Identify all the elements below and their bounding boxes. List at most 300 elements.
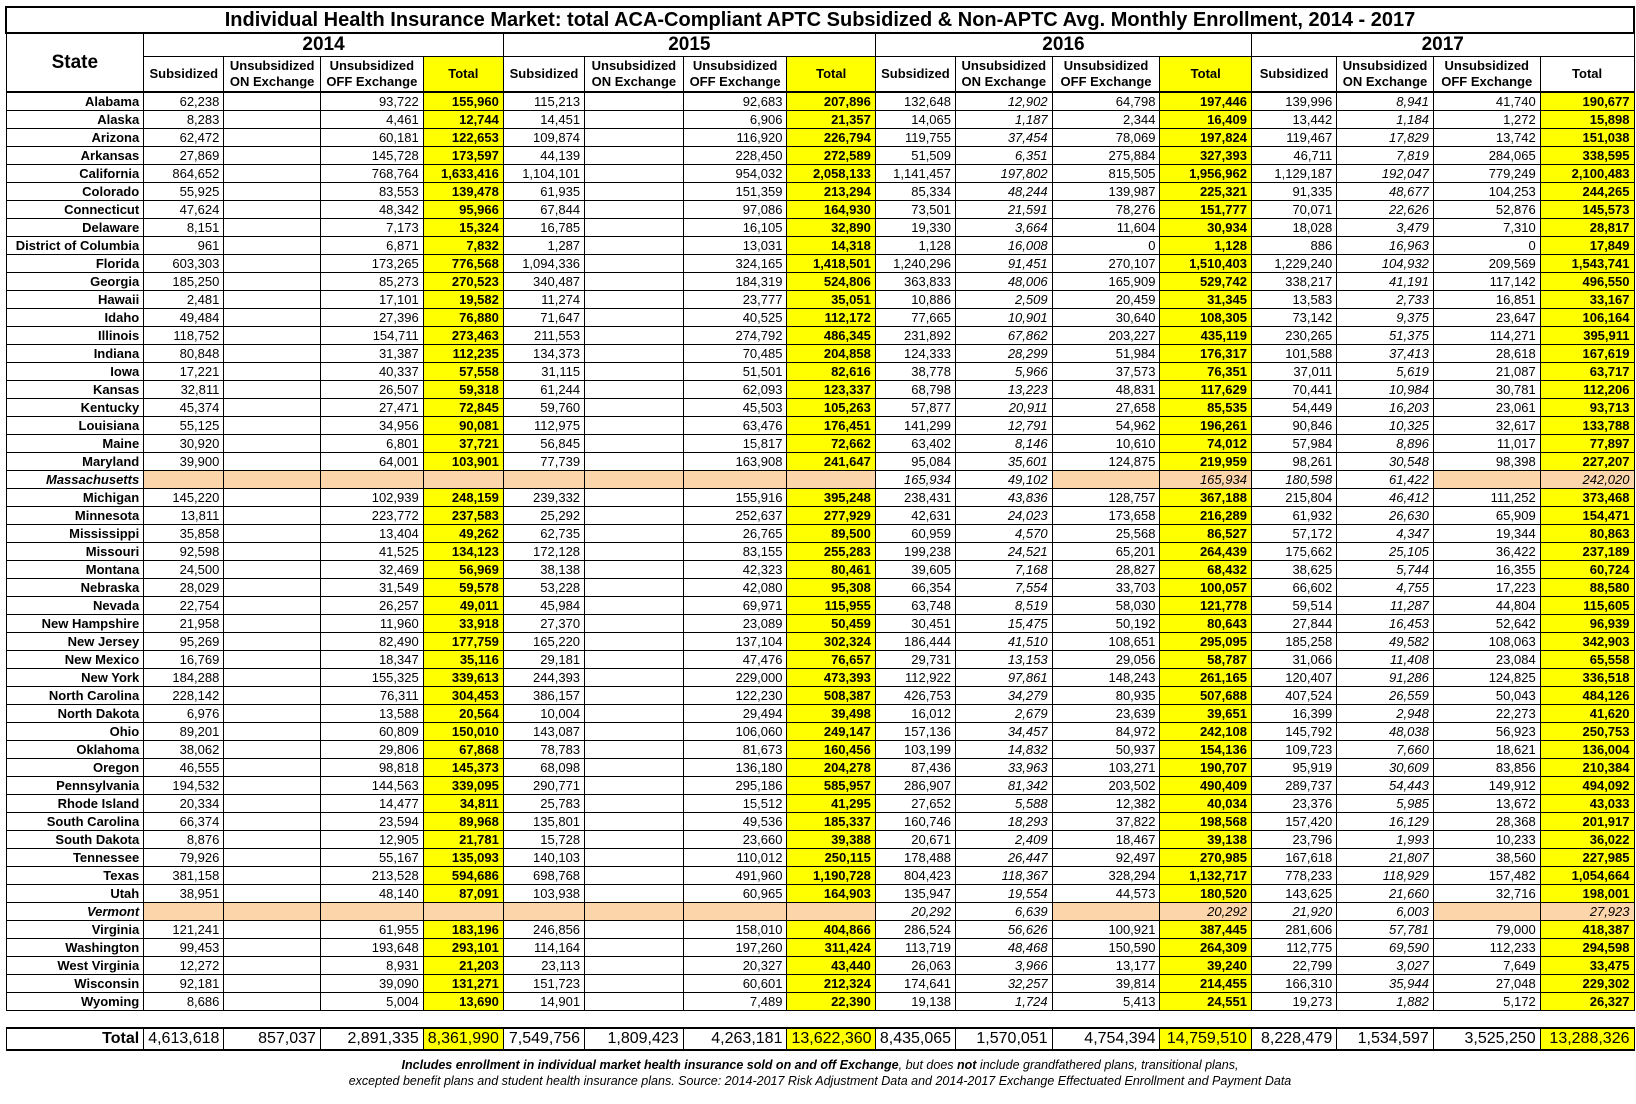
cell-2015-subsidized: 1,104,101: [503, 165, 584, 183]
cell-2016-subsidized: 63,748: [875, 597, 955, 615]
cell-2017-total: 154,471: [1540, 507, 1634, 525]
cell-2015-unsubsidized-on-exchange: [585, 435, 684, 453]
cell-2015-unsubsidized-on-exchange: [585, 291, 684, 309]
cell-2017-subsidized: 101,588: [1251, 345, 1336, 363]
cell-2015-unsubsidized-on-exchange: [585, 92, 684, 111]
cell-2014-unsubsidized-on-exchange: [224, 129, 321, 147]
state-name: Kansas: [6, 381, 144, 399]
subheader-2017-unsubsidized-off-exchange: Unsubsidized OFF Exchange: [1433, 57, 1540, 93]
cell-2015-unsubsidized-off-exchange: 92,683: [683, 92, 787, 111]
cell-2017-unsubsidized-on-exchange: 48,677: [1337, 183, 1434, 201]
cell-2016-unsubsidized-off-exchange: 11,604: [1052, 219, 1160, 237]
cell-2014-unsubsidized-on-exchange: [224, 255, 321, 273]
enrollment-table: [5, 6, 1635, 1089]
cell-2014-unsubsidized-off-exchange: 6,871: [320, 237, 423, 255]
cell-2016-subsidized: 113,719: [875, 939, 955, 957]
table-row: [6, 759, 1634, 777]
cell-2014-subsidized: 8,283: [144, 111, 224, 129]
cell-2015-unsubsidized-on-exchange: [585, 885, 684, 903]
cell-2015-unsubsidized-on-exchange: [585, 993, 684, 1011]
table-body: [6, 92, 1634, 1011]
cell-2017-total: 15,898: [1540, 111, 1634, 129]
cell-2017-subsidized: 289,737: [1251, 777, 1336, 795]
cell-2017-unsubsidized-off-exchange: 23,647: [1433, 309, 1540, 327]
cell-2016-unsubsidized-on-exchange: 5,966: [956, 363, 1053, 381]
cell-2014-unsubsidized-on-exchange: [224, 381, 321, 399]
cell-2017-unsubsidized-off-exchange: 108,063: [1433, 633, 1540, 651]
table-row: [6, 471, 1634, 489]
cell-2014-total: 35,116: [423, 651, 503, 669]
cell-2016-total: 242,108: [1160, 723, 1251, 741]
cell-2015-unsubsidized-on-exchange: [585, 129, 684, 147]
cell-2017-subsidized: 180,598: [1251, 471, 1336, 489]
cell-2017-unsubsidized-on-exchange: 4,755: [1337, 579, 1434, 597]
cell-2014-unsubsidized-on-exchange: [224, 669, 321, 687]
cell-2017-unsubsidized-off-exchange: 56,923: [1433, 723, 1540, 741]
cell-2015-total: 76,657: [787, 651, 875, 669]
cell-2014-unsubsidized-off-exchange: 23,594: [320, 813, 423, 831]
cell-2016-subsidized: 238,431: [875, 489, 955, 507]
cell-2016-total: 39,651: [1160, 705, 1251, 723]
cell-2016-unsubsidized-on-exchange: 48,006: [956, 273, 1053, 291]
state-name: Utah: [6, 885, 144, 903]
cell-2016-unsubsidized-on-exchange: 48,244: [956, 183, 1053, 201]
cell-2014-unsubsidized-on-exchange: [224, 92, 321, 111]
cell-2016-unsubsidized-off-exchange: 108,651: [1052, 633, 1160, 651]
state-name: Maryland: [6, 453, 144, 471]
cell-2015-unsubsidized-off-exchange: 40,525: [683, 309, 787, 327]
cell-2015-total: 277,929: [787, 507, 875, 525]
cell-2015-subsidized: 1,287: [503, 237, 584, 255]
cell-2017-unsubsidized-on-exchange: 54,443: [1337, 777, 1434, 795]
cell-2017-unsubsidized-on-exchange: 11,408: [1337, 651, 1434, 669]
cell-2014-unsubsidized-off-exchange: 40,337: [320, 363, 423, 381]
cell-2014-unsubsidized-off-exchange: 12,905: [320, 831, 423, 849]
cell-2016-unsubsidized-on-exchange: 2,409: [956, 831, 1053, 849]
cell-2014-subsidized: 13,811: [144, 507, 224, 525]
cell-2017-subsidized: 157,420: [1251, 813, 1336, 831]
cell-2017-subsidized: 57,172: [1251, 525, 1336, 543]
cell-2017-unsubsidized-on-exchange: 51,375: [1337, 327, 1434, 345]
cell-2017-total: 43,033: [1540, 795, 1634, 813]
table-row: [6, 723, 1634, 741]
cell-2016-subsidized: 132,648: [875, 92, 955, 111]
cell-2017-unsubsidized-off-exchange: 157,482: [1433, 867, 1540, 885]
cell-2014-unsubsidized-off-exchange: 39,090: [320, 975, 423, 993]
total-2016-unsubsidized-on-exchange: 1,570,051: [956, 1028, 1053, 1050]
cell-2014-unsubsidized-off-exchange: 6,801: [320, 435, 423, 453]
cell-2015-unsubsidized-off-exchange: [683, 471, 787, 489]
table-row: [6, 399, 1634, 417]
cell-2017-subsidized: 185,258: [1251, 633, 1336, 651]
cell-2016-unsubsidized-off-exchange: 28,827: [1052, 561, 1160, 579]
cell-2017-total: 33,167: [1540, 291, 1634, 309]
cell-2017-unsubsidized-off-exchange: 28,618: [1433, 345, 1540, 363]
cell-2015-total: 82,616: [787, 363, 875, 381]
total-2017-subsidized: 8,228,479: [1251, 1028, 1336, 1050]
cell-2017-unsubsidized-off-exchange: 38,560: [1433, 849, 1540, 867]
cell-2016-unsubsidized-on-exchange: 5,588: [956, 795, 1053, 813]
table-row: [6, 633, 1634, 651]
cell-2017-unsubsidized-off-exchange: [1433, 471, 1540, 489]
cell-2014-unsubsidized-off-exchange: 18,347: [320, 651, 423, 669]
cell-2015-total: 164,930: [787, 201, 875, 219]
cell-2017-subsidized: 54,449: [1251, 399, 1336, 417]
cell-2015-unsubsidized-off-exchange: 274,792: [683, 327, 787, 345]
cell-2015-unsubsidized-on-exchange: [585, 813, 684, 831]
cell-2016-subsidized: 73,501: [875, 201, 955, 219]
cell-2015-unsubsidized-on-exchange: [585, 327, 684, 345]
cell-2014-total: 33,918: [423, 615, 503, 633]
table-row: [6, 795, 1634, 813]
cell-2014-subsidized: 39,900: [144, 453, 224, 471]
cell-2016-unsubsidized-off-exchange: 37,573: [1052, 363, 1160, 381]
cell-2015-subsidized: 140,103: [503, 849, 584, 867]
cell-2017-unsubsidized-off-exchange: 16,355: [1433, 561, 1540, 579]
cell-2014-unsubsidized-on-exchange: [224, 867, 321, 885]
cell-2016-total: 39,138: [1160, 831, 1251, 849]
cell-2014-unsubsidized-on-exchange: [224, 147, 321, 165]
cell-2015-unsubsidized-off-exchange: 42,323: [683, 561, 787, 579]
footnote-not: not: [957, 1058, 977, 1072]
cell-2017-total: 1,543,741: [1540, 255, 1634, 273]
table-row: [6, 975, 1634, 993]
cell-2017-unsubsidized-on-exchange: 8,941: [1337, 92, 1434, 111]
cell-2017-subsidized: 70,441: [1251, 381, 1336, 399]
cell-2016-subsidized: 51,509: [875, 147, 955, 165]
state-name: California: [6, 165, 144, 183]
cell-2017-total: 65,558: [1540, 651, 1634, 669]
cell-2014-unsubsidized-off-exchange: [320, 471, 423, 489]
cell-2017-subsidized: 66,602: [1251, 579, 1336, 597]
cell-2016-subsidized: 141,299: [875, 417, 955, 435]
year-header-2017: 2017: [1251, 33, 1634, 57]
cell-2015-subsidized: 61,244: [503, 381, 584, 399]
cell-2016-total: 1,510,403: [1160, 255, 1251, 273]
table-row: [6, 183, 1634, 201]
cell-2017-total: 28,817: [1540, 219, 1634, 237]
cell-2014-unsubsidized-off-exchange: 82,490: [320, 633, 423, 651]
table-row: [6, 615, 1634, 633]
cell-2016-subsidized: 286,524: [875, 921, 955, 939]
cell-2015-unsubsidized-on-exchange: [585, 705, 684, 723]
state-name: Indiana: [6, 345, 144, 363]
cell-2017-unsubsidized-off-exchange: 41,740: [1433, 92, 1540, 111]
cell-2014-total: 90,081: [423, 417, 503, 435]
total-row: [6, 1028, 1634, 1050]
cell-2015-subsidized: 386,157: [503, 687, 584, 705]
cell-2014-total: 89,968: [423, 813, 503, 831]
cell-2014-total: 112,235: [423, 345, 503, 363]
cell-2017-subsidized: 57,984: [1251, 435, 1336, 453]
cell-2015-unsubsidized-on-exchange: [585, 867, 684, 885]
cell-2016-unsubsidized-on-exchange: 6,639: [956, 903, 1053, 921]
cell-2016-total: 20,292: [1160, 903, 1251, 921]
cell-2017-subsidized: 175,662: [1251, 543, 1336, 561]
cell-2014-subsidized: 35,858: [144, 525, 224, 543]
cell-2016-unsubsidized-off-exchange: 29,056: [1052, 651, 1160, 669]
cell-2015-total: 72,662: [787, 435, 875, 453]
cell-2017-subsidized: 38,625: [1251, 561, 1336, 579]
cell-2017-unsubsidized-off-exchange: 114,271: [1433, 327, 1540, 345]
cell-2014-subsidized: 62,472: [144, 129, 224, 147]
state-name: Massachusetts: [6, 471, 144, 489]
cell-2015-unsubsidized-on-exchange: [585, 237, 684, 255]
state-name: Montana: [6, 561, 144, 579]
cell-2015-subsidized: 62,735: [503, 525, 584, 543]
footnote-mid: , but does: [898, 1058, 958, 1072]
cell-2014-unsubsidized-on-exchange: [224, 417, 321, 435]
footnote-bold: Includes enrollment in individual market health insurance sold on and off Exchange: [401, 1058, 899, 1072]
cell-2015-unsubsidized-on-exchange: [585, 543, 684, 561]
cell-2015-unsubsidized-on-exchange: [585, 669, 684, 687]
cell-2016-subsidized: 804,423: [875, 867, 955, 885]
cell-2014-unsubsidized-off-exchange: 4,461: [320, 111, 423, 129]
cell-2016-unsubsidized-on-exchange: 34,457: [956, 723, 1053, 741]
cell-2014-unsubsidized-on-exchange: [224, 453, 321, 471]
cell-2015-total: 212,324: [787, 975, 875, 993]
cell-2017-unsubsidized-on-exchange: 11,287: [1337, 597, 1434, 615]
cell-2015-unsubsidized-off-exchange: 60,601: [683, 975, 787, 993]
cell-2017-total: 237,189: [1540, 543, 1634, 561]
cell-2017-total: 2,100,483: [1540, 165, 1634, 183]
cell-2016-unsubsidized-on-exchange: 33,963: [956, 759, 1053, 777]
cell-2017-unsubsidized-off-exchange: 149,912: [1433, 777, 1540, 795]
subheader-2015-total: Total: [787, 57, 875, 93]
cell-2015-unsubsidized-off-exchange: 23,089: [683, 615, 787, 633]
cell-2016-total: 1,128: [1160, 237, 1251, 255]
cell-2014-total: 49,011: [423, 597, 503, 615]
cell-2014-subsidized: 46,555: [144, 759, 224, 777]
cell-2014-unsubsidized-on-exchange: [224, 651, 321, 669]
cell-2014-unsubsidized-on-exchange: [224, 687, 321, 705]
cell-2017-total: 494,092: [1540, 777, 1634, 795]
cell-2016-total: 216,289: [1160, 507, 1251, 525]
cell-2017-unsubsidized-off-exchange: 7,310: [1433, 219, 1540, 237]
cell-2014-subsidized: 20,334: [144, 795, 224, 813]
cell-2016-unsubsidized-on-exchange: 32,257: [956, 975, 1053, 993]
cell-2016-total: 40,034: [1160, 795, 1251, 813]
cell-2014-subsidized: 49,484: [144, 309, 224, 327]
cell-2014-unsubsidized-off-exchange: 48,342: [320, 201, 423, 219]
cell-2014-unsubsidized-on-exchange: [224, 579, 321, 597]
state-name: Rhode Island: [6, 795, 144, 813]
state-name: Maine: [6, 435, 144, 453]
cell-2014-subsidized: 22,754: [144, 597, 224, 615]
cell-2014-unsubsidized-on-exchange: [224, 237, 321, 255]
cell-2016-total: 165,934: [1160, 471, 1251, 489]
cell-2014-subsidized: 121,241: [144, 921, 224, 939]
cell-2016-unsubsidized-on-exchange: 12,902: [956, 92, 1053, 111]
cell-2016-unsubsidized-on-exchange: 12,791: [956, 417, 1053, 435]
cell-2017-total: 145,573: [1540, 201, 1634, 219]
cell-2014-unsubsidized-on-exchange: [224, 831, 321, 849]
cell-2014-unsubsidized-off-exchange: 61,955: [320, 921, 423, 939]
cell-2016-unsubsidized-off-exchange: 23,639: [1052, 705, 1160, 723]
cell-2017-total: 373,468: [1540, 489, 1634, 507]
cell-2014-unsubsidized-off-exchange: 17,101: [320, 291, 423, 309]
cell-2015-unsubsidized-off-exchange: 6,906: [683, 111, 787, 129]
cell-2015-subsidized: 14,451: [503, 111, 584, 129]
table-row: [6, 597, 1634, 615]
cell-2014-unsubsidized-on-exchange: [224, 777, 321, 795]
table-row: [6, 993, 1634, 1011]
state-name: Mississippi: [6, 525, 144, 543]
cell-2017-total: 190,677: [1540, 92, 1634, 111]
cell-2015-unsubsidized-on-exchange: [585, 921, 684, 939]
cell-2014-total: 1,633,416: [423, 165, 503, 183]
footnote-end: include grandfathered plans, transitional plans,: [976, 1058, 1239, 1072]
cell-2014-subsidized: 92,598: [144, 543, 224, 561]
cell-2017-total: 133,788: [1540, 417, 1634, 435]
cell-2016-unsubsidized-off-exchange: 13,177: [1052, 957, 1160, 975]
cell-2016-subsidized: 63,402: [875, 435, 955, 453]
cell-2015-subsidized: 56,845: [503, 435, 584, 453]
cell-2014-subsidized: 17,221: [144, 363, 224, 381]
cell-2017-subsidized: 145,792: [1251, 723, 1336, 741]
cell-2016-unsubsidized-off-exchange: [1052, 471, 1160, 489]
cell-2017-total: 151,038: [1540, 129, 1634, 147]
cell-2016-subsidized: 95,084: [875, 453, 955, 471]
cell-2015-subsidized: 14,901: [503, 993, 584, 1011]
cell-2017-unsubsidized-on-exchange: 5,985: [1337, 795, 1434, 813]
state-name: Alaska: [6, 111, 144, 129]
cell-2017-total: 27,923: [1540, 903, 1634, 921]
cell-2014-unsubsidized-off-exchange: 41,525: [320, 543, 423, 561]
cell-2015-total: 41,295: [787, 795, 875, 813]
table-row: [6, 543, 1634, 561]
cell-2017-unsubsidized-on-exchange: 1,882: [1337, 993, 1434, 1011]
cell-2017-unsubsidized-on-exchange: 22,626: [1337, 201, 1434, 219]
cell-2016-subsidized: 286,907: [875, 777, 955, 795]
cell-2014-unsubsidized-off-exchange: 144,563: [320, 777, 423, 795]
cell-2016-total: 264,439: [1160, 543, 1251, 561]
table-row: [6, 903, 1634, 921]
cell-2015-unsubsidized-off-exchange: 155,916: [683, 489, 787, 507]
cell-2014-unsubsidized-on-exchange: [224, 507, 321, 525]
cell-2017-unsubsidized-off-exchange: 10,233: [1433, 831, 1540, 849]
cell-2014-unsubsidized-off-exchange: 213,528: [320, 867, 423, 885]
cell-2017-subsidized: 1,229,240: [1251, 255, 1336, 273]
cell-2017-unsubsidized-on-exchange: 7,819: [1337, 147, 1434, 165]
cell-2016-subsidized: 174,641: [875, 975, 955, 993]
cell-2014-subsidized: 8,686: [144, 993, 224, 1011]
table-row: [6, 579, 1634, 597]
table-row: [6, 561, 1634, 579]
subheader-2016-unsubsidized-off-exchange: Unsubsidized OFF Exchange: [1052, 57, 1160, 93]
cell-2014-total: 59,578: [423, 579, 503, 597]
cell-2014-subsidized: 30,920: [144, 435, 224, 453]
state-name: South Dakota: [6, 831, 144, 849]
cell-2017-unsubsidized-on-exchange: 1,184: [1337, 111, 1434, 129]
total-2017-unsubsidized-on-exchange: 1,534,597: [1337, 1028, 1434, 1050]
cell-2014-subsidized: 145,220: [144, 489, 224, 507]
cell-2017-unsubsidized-off-exchange: 28,368: [1433, 813, 1540, 831]
cell-2014-unsubsidized-off-exchange: 31,549: [320, 579, 423, 597]
cell-2015-subsidized: 134,373: [503, 345, 584, 363]
cell-2017-total: 227,985: [1540, 849, 1634, 867]
cell-2017-unsubsidized-on-exchange: 17,829: [1337, 129, 1434, 147]
cell-2016-total: 121,778: [1160, 597, 1251, 615]
table-row: [6, 165, 1634, 183]
table-row: [6, 741, 1634, 759]
cell-2014-total: 49,262: [423, 525, 503, 543]
table-row: [6, 291, 1634, 309]
state-name: Florida: [6, 255, 144, 273]
cell-2015-total: 508,387: [787, 687, 875, 705]
cell-2016-total: 1,132,717: [1160, 867, 1251, 885]
cell-2016-unsubsidized-off-exchange: 150,590: [1052, 939, 1160, 957]
cell-2017-subsidized: 143,625: [1251, 885, 1336, 903]
cell-2016-subsidized: 119,755: [875, 129, 955, 147]
cell-2017-unsubsidized-on-exchange: 16,129: [1337, 813, 1434, 831]
state-name: North Dakota: [6, 705, 144, 723]
cell-2014-total: 21,203: [423, 957, 503, 975]
cell-2016-total: 327,393: [1160, 147, 1251, 165]
cell-2017-unsubsidized-on-exchange: 35,944: [1337, 975, 1434, 993]
cell-2014-unsubsidized-off-exchange: 154,711: [320, 327, 423, 345]
cell-2014-subsidized: 47,624: [144, 201, 224, 219]
cell-2015-unsubsidized-off-exchange: 151,359: [683, 183, 787, 201]
cell-2015-total: 43,440: [787, 957, 875, 975]
cell-2015-subsidized: 112,975: [503, 417, 584, 435]
cell-2017-unsubsidized-off-exchange: 18,621: [1433, 741, 1540, 759]
cell-2017-subsidized: 73,142: [1251, 309, 1336, 327]
cell-2014-unsubsidized-on-exchange: [224, 435, 321, 453]
cell-2015-total: 473,393: [787, 669, 875, 687]
cell-2016-total: 198,568: [1160, 813, 1251, 831]
cell-2014-total: 273,463: [423, 327, 503, 345]
cell-2017-unsubsidized-off-exchange: 5,172: [1433, 993, 1540, 1011]
cell-2017-unsubsidized-off-exchange: 98,398: [1433, 453, 1540, 471]
cell-2016-subsidized: 20,671: [875, 831, 955, 849]
cell-2015-total: 95,308: [787, 579, 875, 597]
cell-2015-total: 311,424: [787, 939, 875, 957]
cell-2014-unsubsidized-on-exchange: [224, 723, 321, 741]
cell-2016-unsubsidized-off-exchange: 27,658: [1052, 399, 1160, 417]
cell-2016-unsubsidized-off-exchange: 64,798: [1052, 92, 1160, 111]
cell-2016-subsidized: 42,631: [875, 507, 955, 525]
cell-2017-unsubsidized-off-exchange: 104,253: [1433, 183, 1540, 201]
spreadsheet: [5, 6, 1635, 1089]
cell-2014-unsubsidized-on-exchange: [224, 957, 321, 975]
cell-2017-unsubsidized-off-exchange: 23,061: [1433, 399, 1540, 417]
table-row: [6, 255, 1634, 273]
cell-2016-total: 490,409: [1160, 777, 1251, 795]
cell-2017-unsubsidized-on-exchange: 37,413: [1337, 345, 1434, 363]
cell-2016-subsidized: 66,354: [875, 579, 955, 597]
cell-2016-total: 58,787: [1160, 651, 1251, 669]
table-row: [6, 201, 1634, 219]
cell-2015-unsubsidized-off-exchange: 295,186: [683, 777, 787, 795]
cell-2017-subsidized: 281,606: [1251, 921, 1336, 939]
cell-2017-unsubsidized-off-exchange: 779,249: [1433, 165, 1540, 183]
cell-2017-total: 26,327: [1540, 993, 1634, 1011]
total-2017-total: 13,288,326: [1540, 1028, 1634, 1050]
cell-2015-subsidized: 151,723: [503, 975, 584, 993]
cell-2015-subsidized: 11,274: [503, 291, 584, 309]
cell-2017-unsubsidized-on-exchange: 5,619: [1337, 363, 1434, 381]
cell-2017-total: 484,126: [1540, 687, 1634, 705]
cell-2015-unsubsidized-on-exchange: [585, 417, 684, 435]
cell-2014-subsidized: 2,481: [144, 291, 224, 309]
cell-2017-subsidized: 167,618: [1251, 849, 1336, 867]
cell-2015-total: 226,794: [787, 129, 875, 147]
cell-2017-subsidized: 139,996: [1251, 92, 1336, 111]
cell-2016-subsidized: 1,240,296: [875, 255, 955, 273]
cell-2017-unsubsidized-on-exchange: 5,744: [1337, 561, 1434, 579]
cell-2015-unsubsidized-off-exchange: 106,060: [683, 723, 787, 741]
